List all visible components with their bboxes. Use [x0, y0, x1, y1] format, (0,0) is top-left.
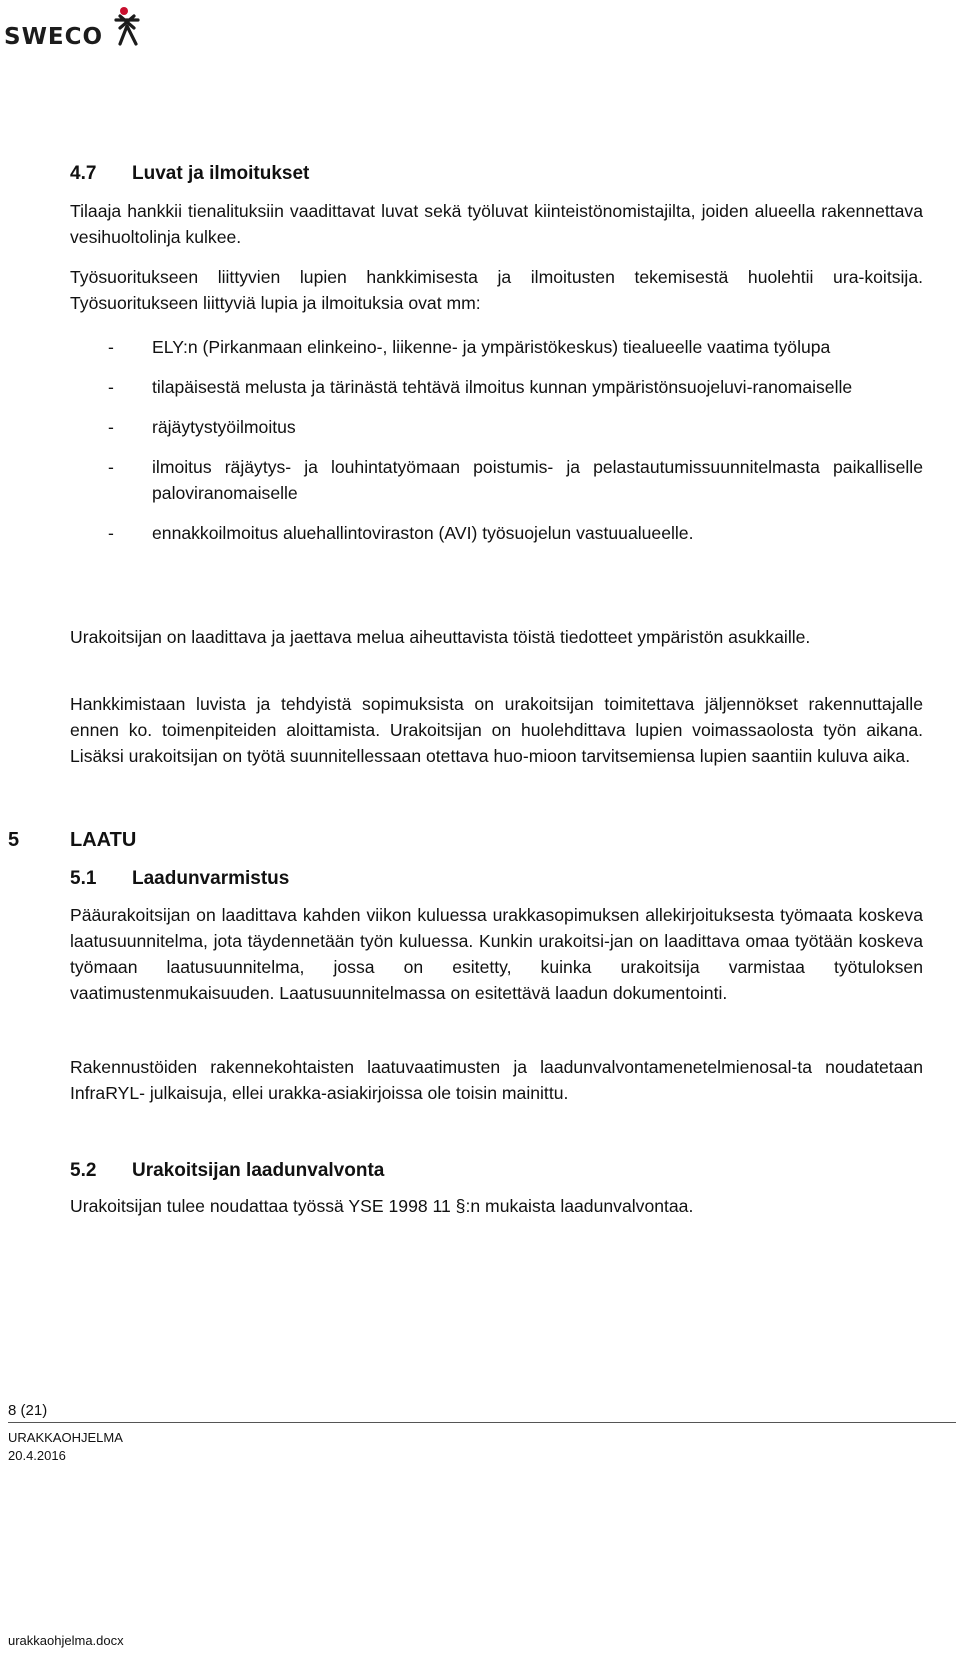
- document-title: URAKKAOHJELMA: [8, 1430, 123, 1445]
- sweco-figure-icon: [114, 6, 140, 48]
- paragraph: Urakoitsijan tulee noudattaa työssä YSE 1998 11 §:n mukaista laadunvalvontaa.: [70, 1196, 694, 1216]
- chapter-number: 5: [8, 829, 20, 851]
- section-heading-4-7: [70, 162, 309, 186]
- paragraph: Hankkimistaan luvista ja tehdyistä sopimuksista on urakoitsijan toimitettava jäljennökset rakennuttajalle ennen ko. toimenpiteiden aloittamista. Urakoitsijan on huolehdittava lupien voimassaolosta työn aikana. Lisäksi urakoitsijan on työtä suunnitellessaan otettava huo-mioon tarvitsemiensa lupien saantiin kuluva aika.: [70, 694, 923, 766]
- list-item: - ennakkoilmoitus aluehallintoviraston (AVI) työsuojelun vastuualueelle.: [108, 523, 694, 543]
- list-item: - ELY:n (Pirkanmaan elinkeino-, liikenne- ja ympäristökeskus) tiealueelle vaatima työlupa: [108, 337, 831, 357]
- paragraph: Rakennustöiden rakennekohtaisten laatuvaatimusten ja laadunvalvontamenetelmienosal-ta noudatetaan InfraRYL- julkaisuja, ellei urakka-asiakirjoissa ole toisin mainittu.: [70, 1057, 923, 1103]
- section-title: Laadunvarmistus: [132, 868, 290, 889]
- list-item: - räjäytystyöilmoitus: [108, 417, 296, 437]
- document-date: 20.4.2016: [8, 1448, 66, 1463]
- page-number: 8 (21): [8, 1402, 48, 1419]
- section-number: 4.7: [70, 163, 97, 184]
- logo-text: SWECO: [4, 24, 104, 50]
- chapter-title: LAATU: [70, 829, 137, 851]
- section-title: Urakoitsijan laadunvalvonta: [132, 1160, 385, 1181]
- section-heading-5-1: [70, 867, 289, 891]
- file-name: urakkaohjelma.docx: [8, 1633, 124, 1648]
- section-title: Luvat ja ilmoitukset: [132, 163, 310, 184]
- paragraph: Urakoitsijan on laadittava ja jaettava melua aiheuttavista töistä tiedotteet ympäristön asukkaille.: [70, 627, 811, 647]
- paragraph: Työsuoritukseen liittyvien lupien hankkimisesta ja ilmoitusten tekemisestä huolehtii ura-koitsija. Työsuoritukseen liittyviä lupia ja ilmoituksia ovat mm:: [70, 267, 923, 313]
- list-item: - tilapäisestä melusta ja tärinästä tehtävä ilmoitus kunnan ympäristönsuojeluvi-ranomaiselle: [108, 377, 853, 397]
- section-number: 5.2: [70, 1160, 97, 1181]
- list-item: - ilmoitus räjäytys- ja louhintatyömaan poistumis- ja pelastautumissuunnitelmasta paikalliselle paloviranomaiselle: [108, 457, 923, 503]
- permits-list: [70, 334, 923, 546]
- section-number: 5.1: [70, 868, 97, 889]
- paragraph: Pääurakoitsijan on laadittava kahden viikon kuluessa urakkasopimuksen allekirjoituksesta työmaata koskeva laatusuunnitelma, jota täydennetään työn kuluessa. Kunkin urakoitsi-jan on laadittava omaa työtään koskeva työmaan laatusuunnitelma, jossa on esitetty, kuinka urakoitsija varmistaa työtuloksen vaatimustenmukaisuuden. Laatusuunnitelmassa on esitettävä laadun dokumentointi.: [70, 905, 923, 1003]
- chapter-heading-5: [8, 828, 136, 852]
- paragraph: Tilaaja hankkii tienalituksiin vaadittavat luvat sekä työluvat kiinteistönomistajilta, joiden alueella rakennettava vesihuoltolinja kulkee.: [70, 201, 923, 247]
- sweco-logo: [4, 6, 154, 50]
- footer-divider: [8, 1422, 956, 1423]
- section-heading-5-2: [70, 1159, 384, 1183]
